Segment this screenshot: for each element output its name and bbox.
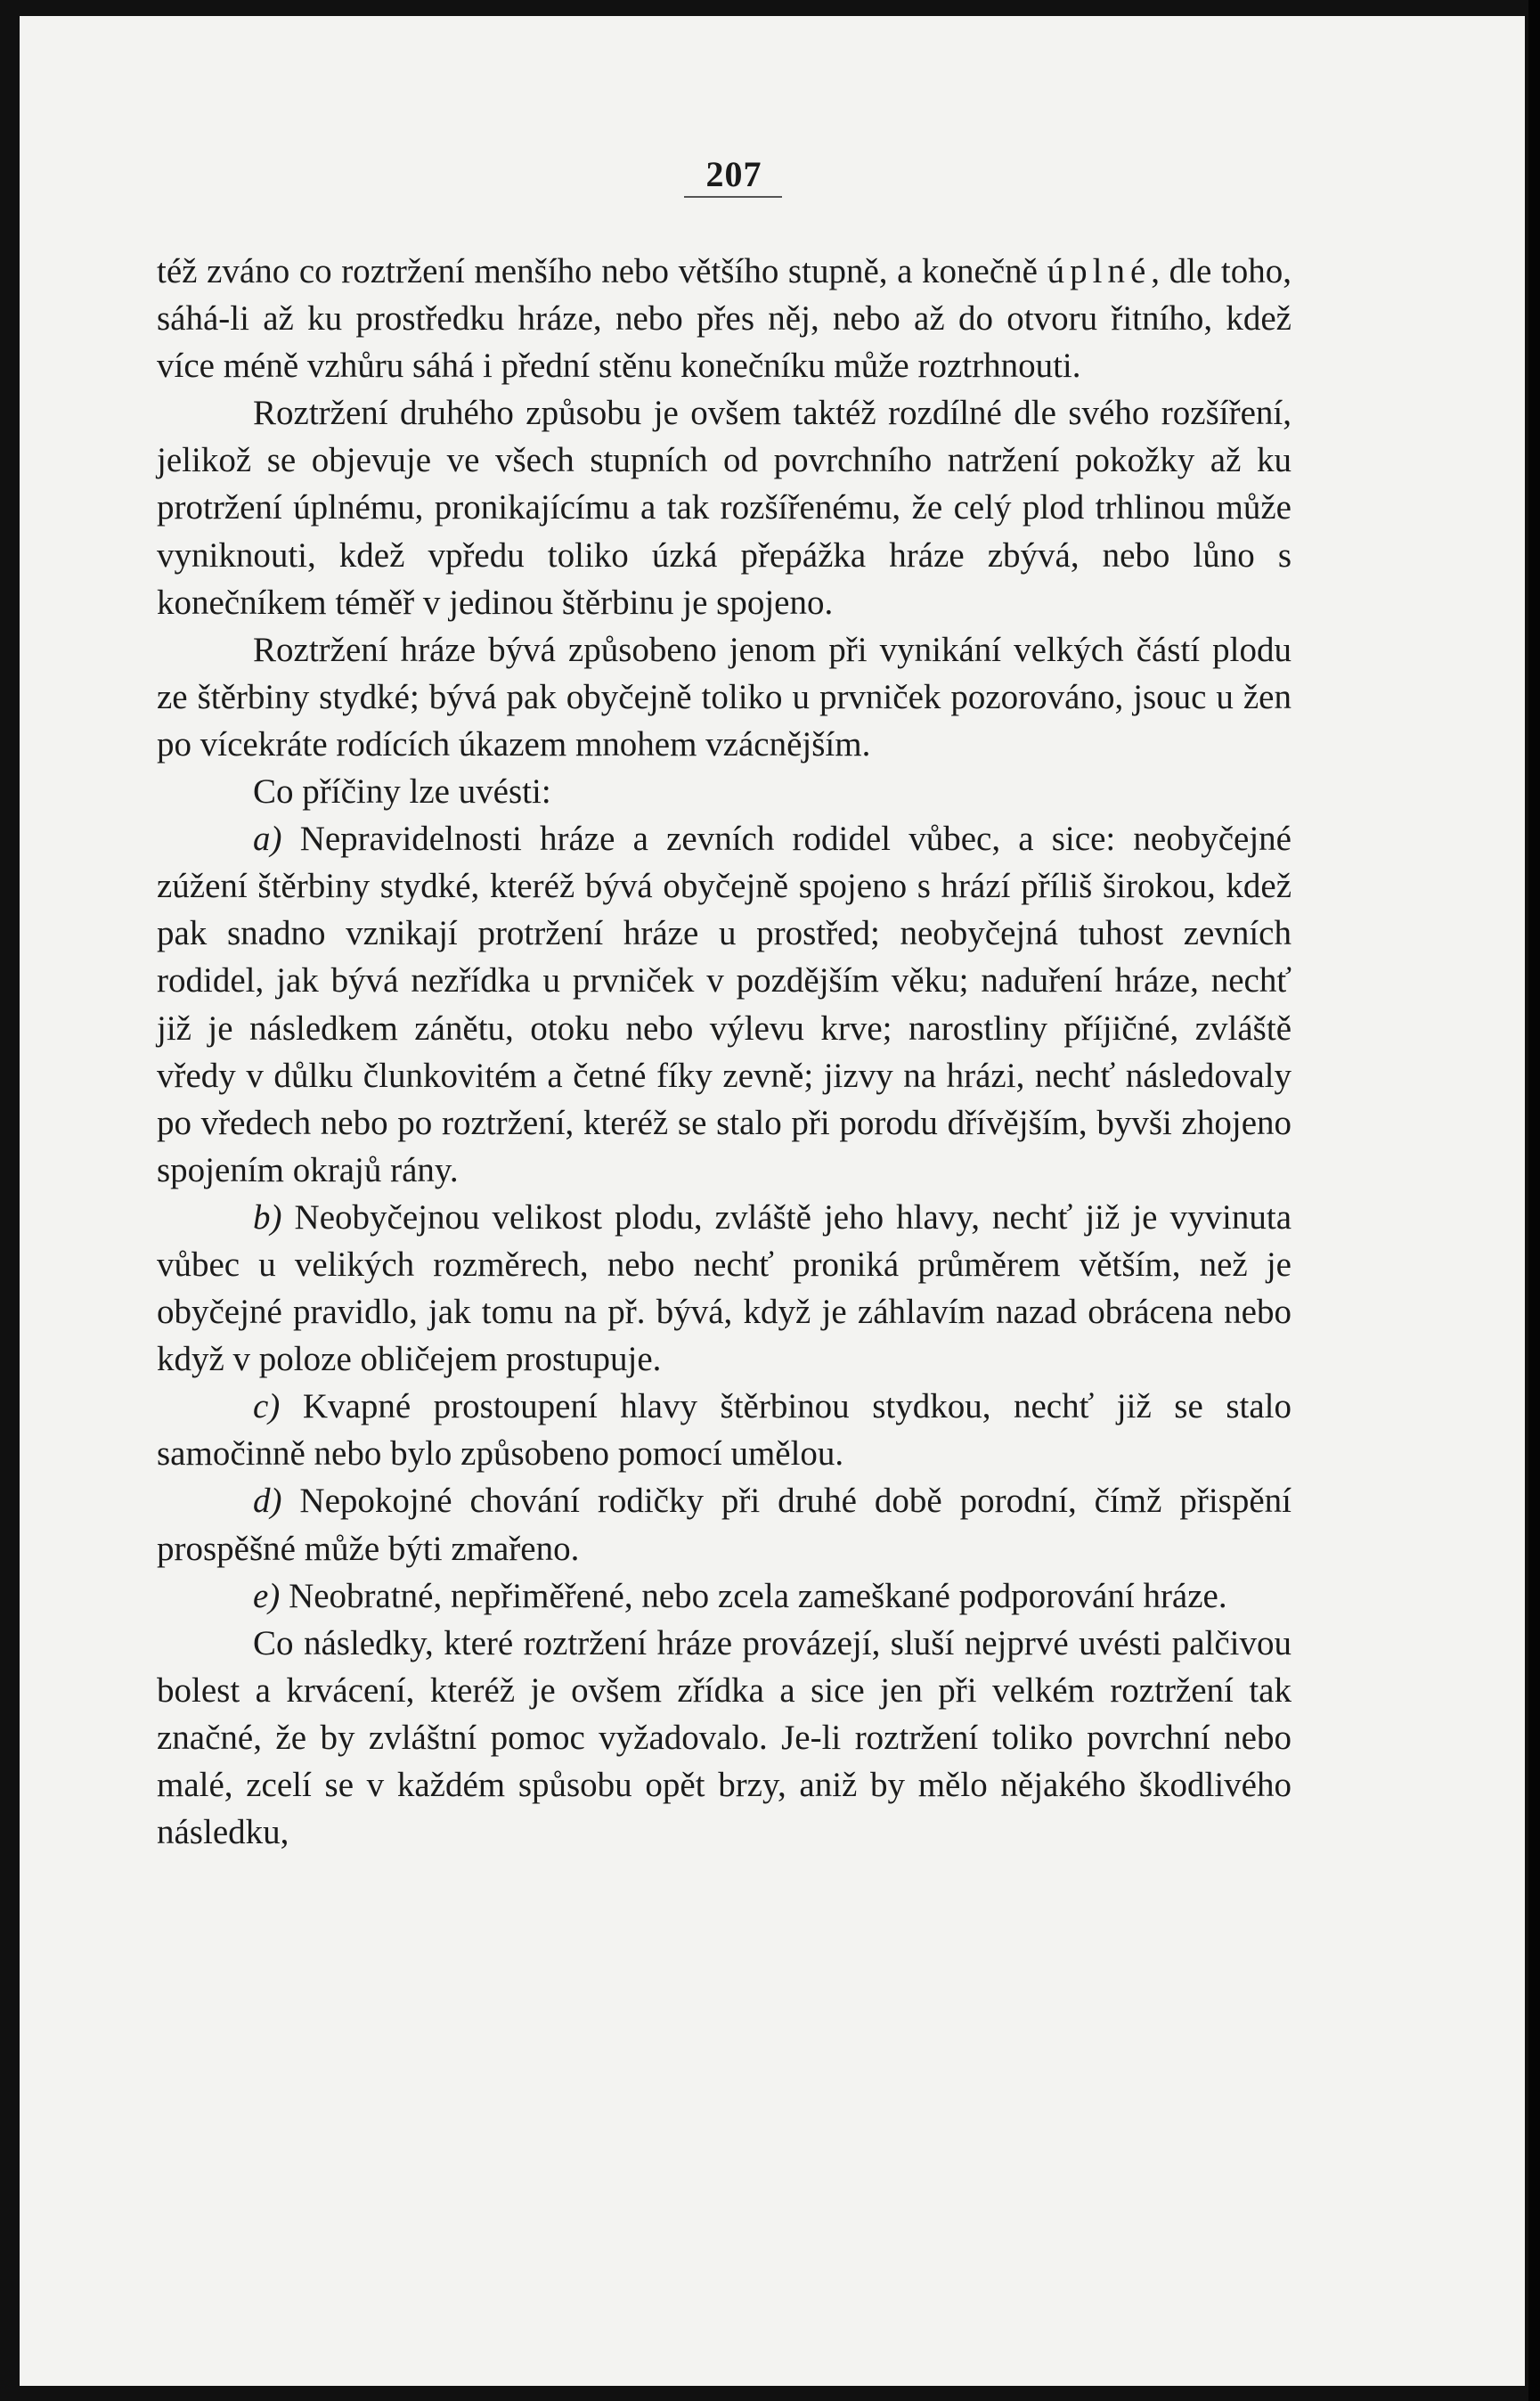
item-text: Kvapné prostoupení hlavy štěrbinou stydkou, nechť již se stalo samočinně nebo bylo způsobeno pomocí umělou. xyxy=(157,1387,1291,1474)
item-text: Nepravidelnosti hráze a zevních rodidel vůbec, a sice: neobyčejné zúžení štěrbiny stydké, kteréž bývá obyčejně spojeno s hrází příliš širokou, kdež pak snadno vznikají protržení hráze u prostřed; neobyčejná tuhost zevních rodidel, jak bývá nezřídka u prvniček v pozdějším věku; naduření hráze, nechť již je následkem zánětu, otoku nebo výlevu krve; narostliny příjičné, zvláště vředy v důlku člunkovitém a četné fíky zevně; jizvy na hrázi, nechť následovaly po vředech nebo po roztržení, kteréž se stalo při porodu dřívějším, byvši zhojeno spojením okrajů rány. xyxy=(157,820,1291,1189)
item-letter: d) xyxy=(253,1482,282,1521)
item-letter: e) xyxy=(253,1576,281,1615)
item-text: Neobyčejnou velikost plodu, zvláště jeho hlavy, nechť již je vyvinuta vůbec u velikých rozměrech, nebo nechť proniká průměrem větším, než je obyčejné pravidlo, jak tomu na př. bývá, když je záhlavím nazad obrácena nebo když v poloze obličejem prostupuje. xyxy=(157,1197,1291,1379)
item-letter: b) xyxy=(253,1197,282,1237)
emphasized-word: úplné xyxy=(1047,252,1152,290)
list-item-b xyxy=(157,1194,1291,1383)
list-item-d xyxy=(157,1477,1291,1572)
list-item-e xyxy=(157,1572,1291,1620)
paragraph-text: též zváno co roztržení menšího nebo většího stupně, a konečně xyxy=(157,252,1047,290)
page-number: 207 xyxy=(705,154,762,194)
list-item-a xyxy=(157,815,1291,1194)
list-item-c xyxy=(157,1383,1291,1477)
paragraph: Roztržení hráze bývá způsobeno jenom při vynikání velkých částí plodu ze štěrbiny stydké; bývá pak obyčejně toliko u prvniček pozorováno, jsouc u žen po vícekráte rodících úkazem mnohem vzácnějším. xyxy=(157,630,1291,764)
paragraph: Roztržení druhého způsobu je ovšem taktéž rozdílné dle svého rozšíření, jelikož se objevuje ve všech stupních od povrchního natržení pokožky až ku protržení úplnému, pronikajícímu a tak rozšířenému, že celý plod trhlinou může vyniknouti, kdež vpředu toliko úzká přepážka hráze zbývá, nebo lůno s konečníkem téměř v jedinou štěrbinu je spojeno. xyxy=(157,394,1291,622)
scan-edge xyxy=(1528,0,1540,2401)
item-letter: c) xyxy=(253,1387,281,1426)
body-text xyxy=(157,248,1291,1856)
item-letter: a) xyxy=(253,820,282,859)
paragraph xyxy=(157,248,1291,389)
paragraph: Co příčiny lze uvésti: xyxy=(253,772,551,812)
paragraph: Co následky, které roztržení hráze provázejí, sluší nejprvé uvésti palčivou bolest a krvácení, kteréž je ovšem zřídka a sice jen při velkém roztržení tak značné, že by zvláštní pomoc vyžadovalo. Je-li roztržení toliko povrchní nebo malé, zcelí se v každém spůsobu opět brzy, aniž by mělo nějakého škodlivého následku, xyxy=(157,1623,1291,1852)
paragraph-text: , dle toho, sáhá-li až ku prostředku hráze, nebo přes něj, nebo až do otvoru řitního, kdež více méně vzhůru sáhá i přední stěnu konečníku může roztrhnouti. xyxy=(157,252,1292,386)
item-text: Neobratné, nepřiměřené, nebo zcela zameškané podporování hráze. xyxy=(280,1576,1227,1615)
page-number-rule xyxy=(684,196,782,198)
item-text: Nepokojné chování rodičky při druhé době porodní, čímž přispění prospěšné může býti zmařeno. xyxy=(157,1482,1291,1568)
